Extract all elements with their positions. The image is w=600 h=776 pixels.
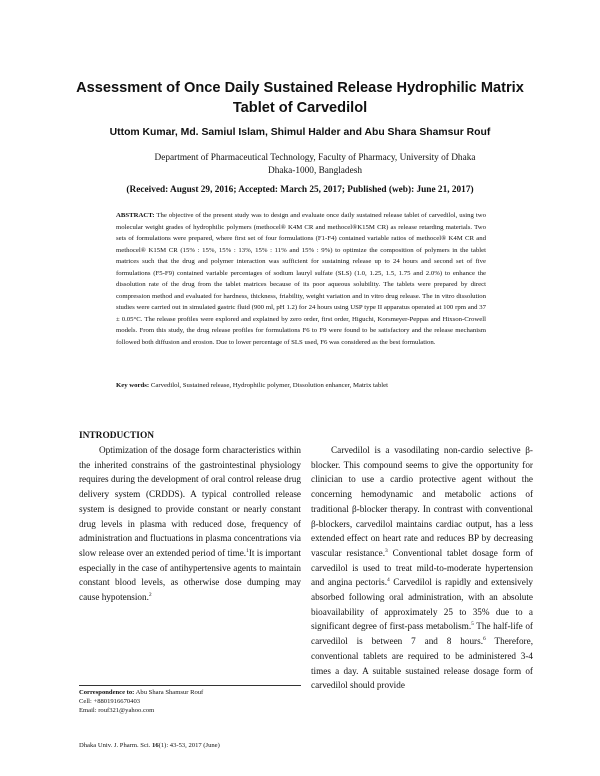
intro-paragraph [79, 443, 301, 605]
keywords-text: Carvedilol, Sustained release, Hydrophilic polymer, Dissolution enhancer, Matrix tablet [150, 382, 389, 389]
abstract-label: ABSTRACT: [116, 212, 155, 219]
journal-citation [79, 741, 301, 750]
body-text: Carvedilol is a vasodilating non-cardio selective β-blocker. This compound seems to give the opportunity for clinician to use a cardio protective agent without the concerning hemodynamic and metabolic actions of traditional β-blocker therapy. In contrast with conventional β-blockers, carvedilol maintains cardiac output, has a less extended effect on heart rate and reduces BP by decreasing vascular resistance. [311, 445, 533, 558]
footnote-divider [79, 685, 301, 686]
citation: 6 [483, 636, 486, 643]
correspondence-label: Correspondence to: [79, 689, 135, 696]
body-text: The half-life of carvedilol is between 7 and 8 hours. [311, 621, 533, 647]
affiliation-line-2: Dhaka-1000, Bangladesh [268, 165, 362, 176]
abstract [116, 210, 486, 348]
right-column [311, 443, 533, 693]
body-text: Carvedilol is rapidly and extensively absorbed following oral administration, with an absolute bioavailability of approximately 25 to 35% due to a significant degree of first-pass metabolism. [311, 577, 533, 632]
abstract-text: The objective of the present study was to design and evaluate once daily sustained release tablet of carvedilol, using two molecular weight grades of hydrophilic polymers (methocel® K4M CR and methocel®K15M CR) as release retarding materials. Two sets of formulations were prepared, where first set of four formulations (F1-F4) contained variable ratios of methocel® K4M CR and methocel® K15M CR (15% : 15%, 15% : 13%, 15% : 11% and 15% : 9%) to optimize the composition of polymers in the tablet matrices such that the drug and polymer interaction was sufficient for sustaining release up to 24 hours and second set of five formulations (F5-F9) contained variable percentages of sodium lauryl sulfate (SLS) (1.0, 1.25, 1.5, 1.75 and 2.0%) to enhance the dissolution rate of the drug from the tablet matrices because of its poor aqueous solubility. The tablets were prepared by direct compression method and evaluated for hardness, thickness, friability, weight variation and in vitro drug release. The in vitro dissolution studies were carried out in simulated gastric fluid (900 ml, pH 1.2) for 24 hours using USP type II apparatus operated at 100 rpm and 37 ± 0.05°C. The release profiles were explored and explained by zero order, first order, Higuchi, Korsmeyer-Peppas and Hixson-Crowell models. From this study, the drug release profiles for formulations F6 to F9 were found to be satisfactory and the release mechanism followed both diffusion and erosion. Due to lower percentage of SLS used, F6 was considered as the best formulation. [116, 212, 486, 346]
citation: 2 [148, 591, 152, 598]
carvedilol-paragraph [311, 443, 533, 693]
affiliation-line-1: Department of Pharmaceutical Technology, Faculty of Pharmacy, University of Dhaka [154, 153, 476, 163]
intro-text-1: Optimization of the dosage form characteristics within the inherited constrains of the gastrointestinal physiology requires during the development of oral control release drug delivery system (CRDDS). A typical controlled release system is designed to provide constant or nearly constant drug levels in plasma with reduced dose, frequency of administration and fluctuations in plasma concentrations via slow release over an extended period of time. [79, 445, 301, 558]
paper-title: Assessment of Once Daily Sustained Release Hydrophilic Matrix Tablet of Carvedilol [76, 80, 524, 116]
correspondence-email: Email: rouf321@yahoo.com [79, 707, 155, 715]
citation: 5 [471, 621, 474, 628]
correspondence-block [79, 688, 301, 716]
body-text: Therefore, conventional tablets are required to be administered 3-4 times a day. A suitable sustained release dosage form of carvedilol should provide [311, 636, 533, 691]
citation: 3 [385, 547, 388, 554]
journal-issue-pages: (1): 43-53, 2017 (June) [158, 742, 220, 749]
body-text: Conventional tablet dosage form of carvedilol is used to treat mild-to-moderate hypertension and angina pectoris. [311, 547, 534, 588]
keywords [116, 381, 496, 391]
publication-dates: (Received: August 29, 2016; Accepted: March 25, 2017; Published (web): June 21, 2017) [126, 185, 474, 195]
author-list: Uttom Kumar, Md. Samiul Islam, Shimul Halder and Abu Shara Shamsur Rouf [109, 127, 491, 138]
keywords-label: Key words: [116, 382, 150, 389]
correspondence-cell: Cell: +8801916670403 [79, 698, 141, 706]
left-column [79, 430, 301, 605]
journal-volume: 16 [152, 742, 159, 749]
affiliation [110, 152, 520, 177]
correspondence-name: Abu Shara Shamsur Rouf [135, 689, 204, 696]
citation: 4 [387, 577, 390, 584]
introduction-heading: INTRODUCTION [79, 431, 155, 441]
journal-name: Dhaka Univ. J. Pharm. Sci. [79, 742, 151, 749]
citation: 1 [246, 547, 249, 554]
intro-text-2: It is important especially in the case of antihypertensive agents to maintain constant blood levels, as otherwise dose dumping may cause hypotension. [79, 547, 301, 603]
